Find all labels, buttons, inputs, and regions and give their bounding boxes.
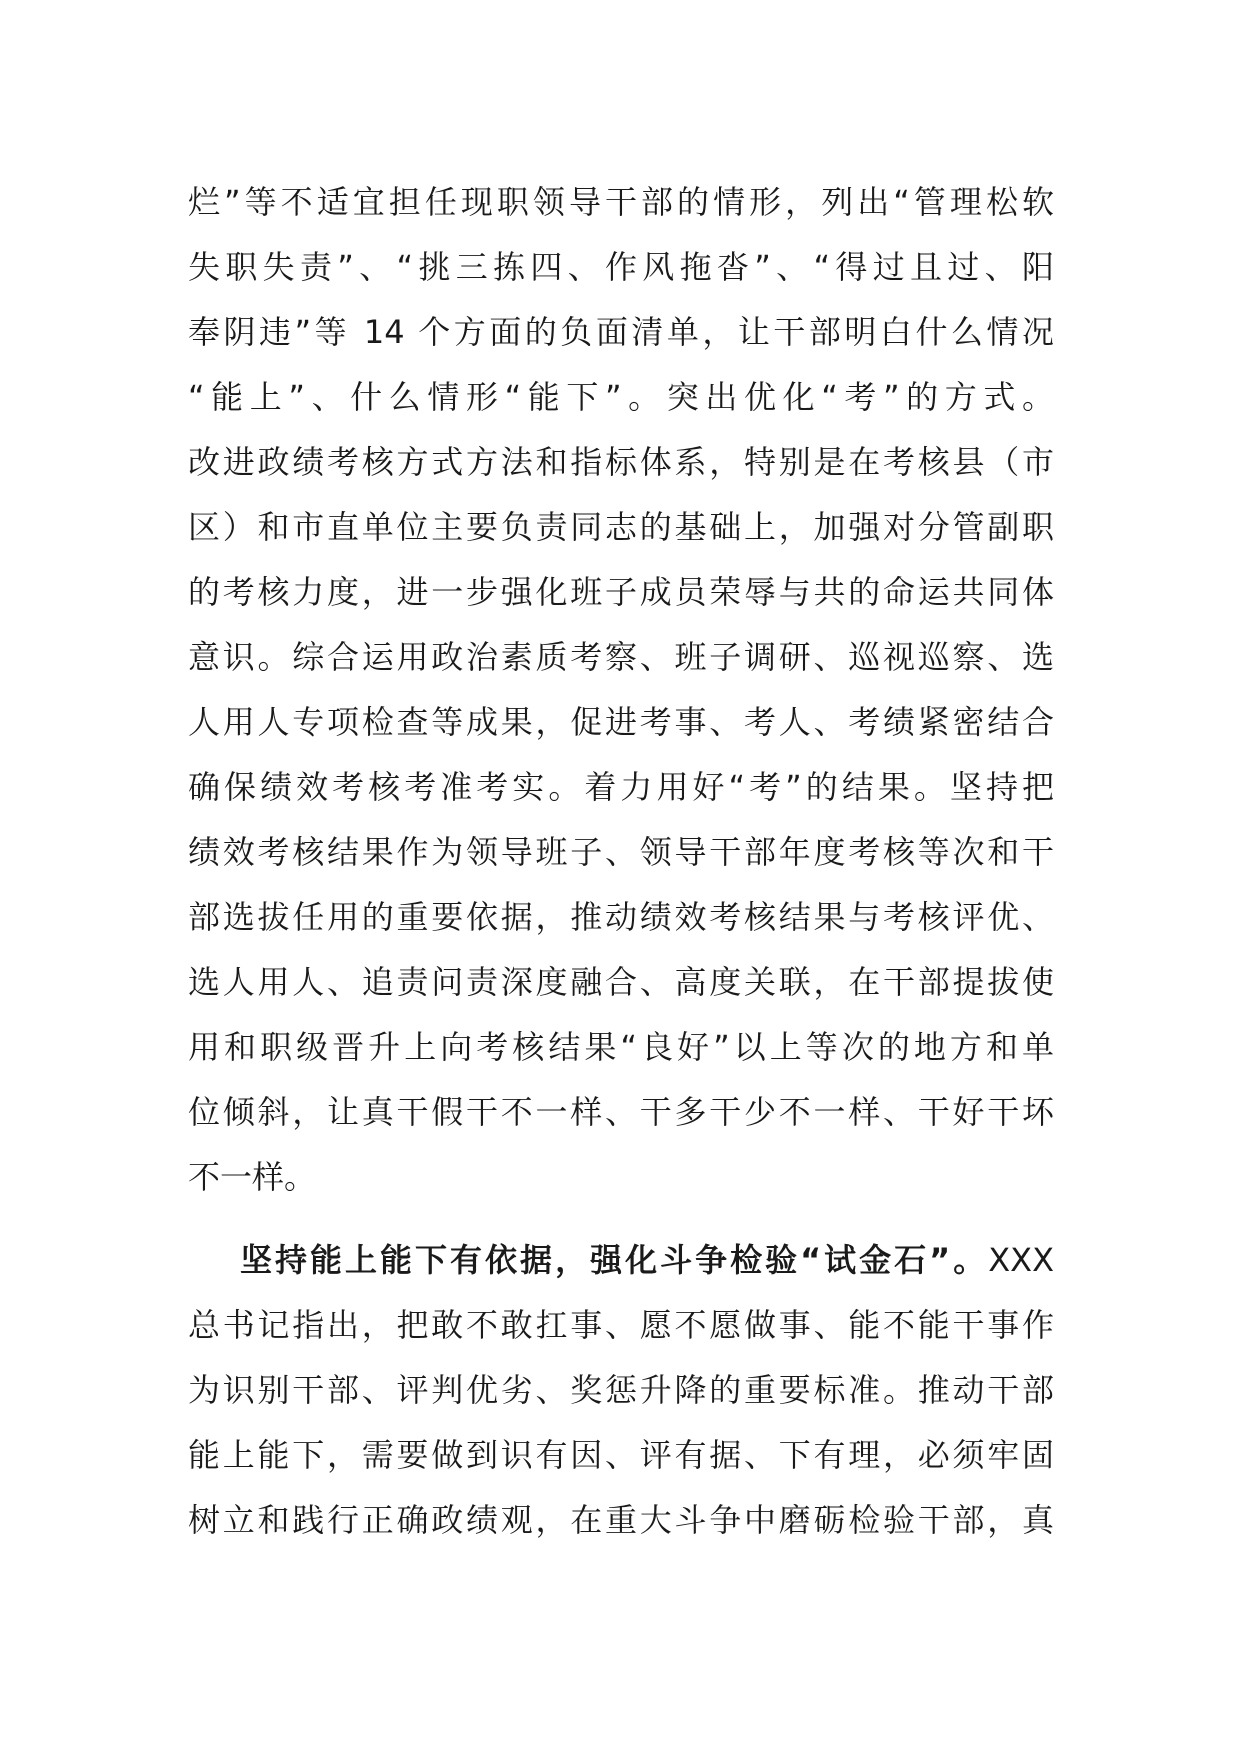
paragraph-spacer [188,1210,1054,1228]
text-line: 确保绩效考核考准考实。着力用好“考”的结果。坚持把 [188,768,1054,806]
paragraph-1 [188,170,1054,1210]
text-line: 为识别干部、评判优劣、奖惩升降的重要标准。推动干部 [188,1371,1054,1409]
text-line: 区）和市直单位主要负责同志的基础上，加强对分管副职 [188,508,1054,546]
text-line: 奉阴违”等 14 个方面的负面清单，让干部明白什么情况 [188,313,1054,351]
text-line: 选人用人、追责问责深度融合、高度关联，在干部提拔使 [188,963,1054,1001]
text-line: 烂”等不适宜担任现职领导干部的情形，列出“管理松软 [188,183,1054,221]
text-line: 部选拔任用的重要依据，推动绩效考核结果与考核评优、 [188,898,1054,936]
text-line: 树立和践行正确政绩观，在重大斗争中磨砺检验干部，真 [188,1501,1054,1539]
paragraph-2 [188,1228,1054,1553]
text-line: 意识。综合运用政治素质考察、班子调研、巡视巡察、选 [188,638,1054,676]
text-line: 能上能下，需要做到识有因、评有据、下有理，必须牢固 [188,1436,1054,1474]
section-heading: 坚持能上能下有依据，强化斗争检验“试金石”。 [240,1241,989,1279]
document-body [188,170,1054,1553]
text-line: 的考核力度，进一步强化班子成员荣辱与共的命运共同体 [188,573,1054,611]
text-line: 绩效考核结果作为领导班子、领导干部年度考核等次和干 [188,833,1054,871]
text-line: 人用人专项检查等成果，促进考事、考人、考绩紧密结合 [188,703,1054,741]
paragraph-heading-line [188,1228,1054,1293]
text-line: 不一样。 [188,1158,317,1196]
text-line: 改进政绩考核方式方法和指标体系，特别是在考核县（市 [188,443,1054,481]
heading-trailing-text: XXX [988,1241,1054,1279]
text-line: 位倾斜，让真干假干不一样、干多干少不一样、干好干坏 [188,1093,1054,1131]
text-line: 失职失责”、“挑三拣四、作风拖沓”、“得过且过、阳 [188,248,1054,286]
text-line: 用和职级晋升上向考核结果“良好”以上等次的地方和单 [188,1028,1054,1066]
text-line: 总书记指出，把敢不敢扛事、愿不愿做事、能不能干事作 [188,1306,1054,1344]
text-line: “能上”、什么情形“能下”。突出优化“考”的方式。 [188,378,1054,416]
